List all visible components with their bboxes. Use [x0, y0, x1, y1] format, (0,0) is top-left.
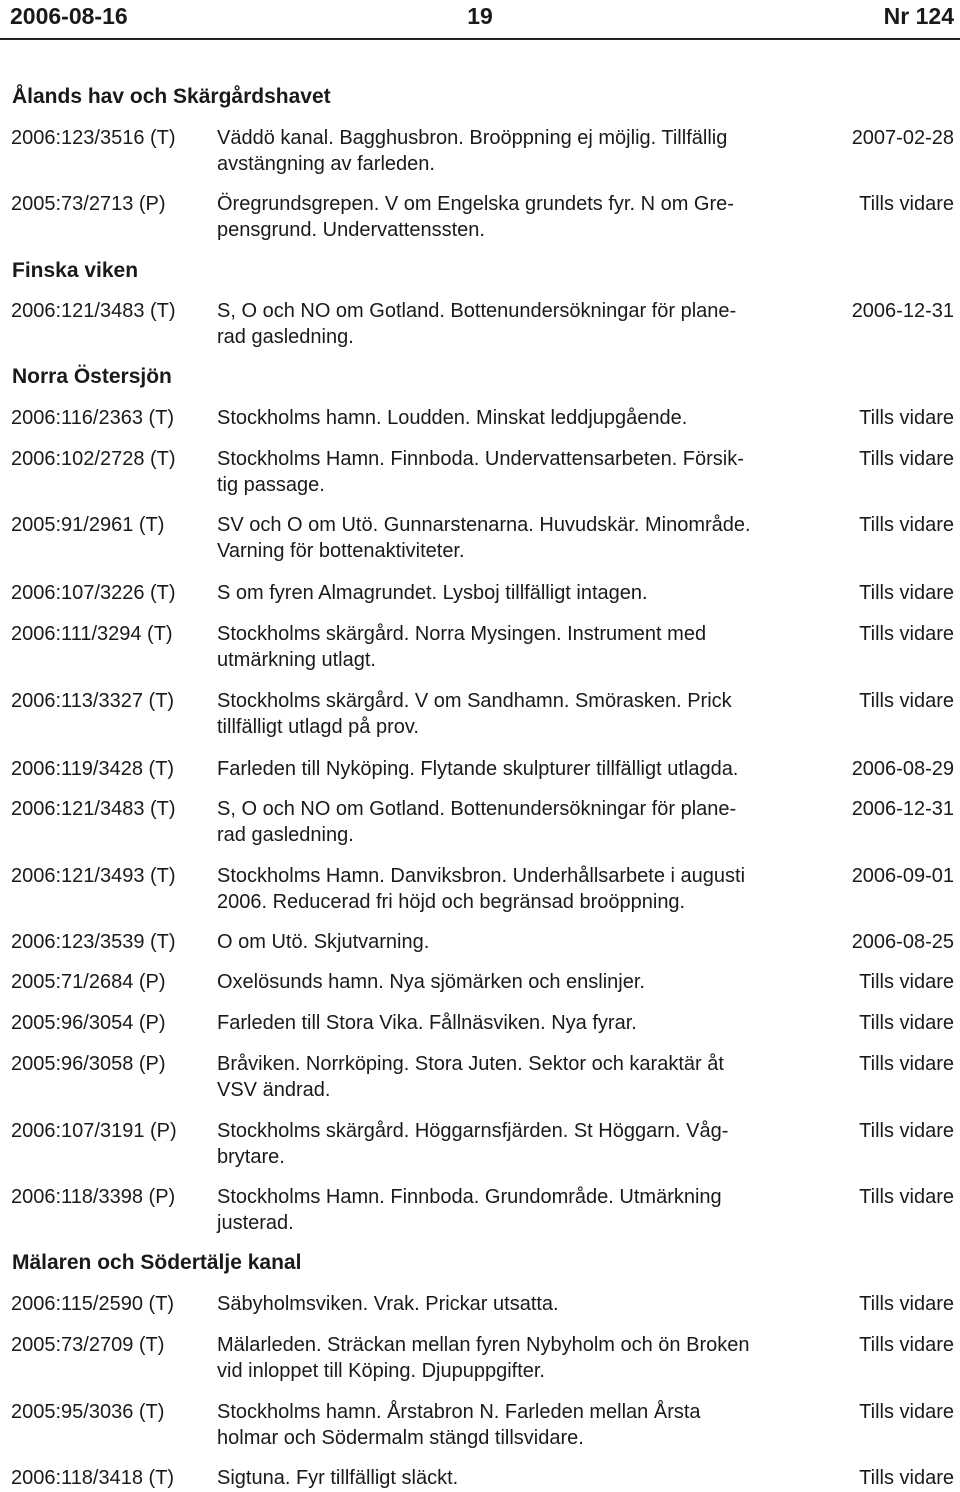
notice-reference: 2006:111/3294 (T) — [11, 623, 173, 645]
notice-validity: Tills vidare — [859, 1053, 954, 1075]
notice-validity: 2006-12-31 — [851, 300, 954, 322]
description-line: Stockholms Hamn. Danviksbron. Underhållsarbete i augusti — [217, 865, 746, 887]
notice-reference: 2006:113/3327 (T) — [11, 690, 175, 712]
description-line: avstängning av farleden. — [217, 153, 435, 175]
notice-reference: 2006:115/2590 (T) — [11, 1293, 175, 1315]
page-header — [0, 0, 960, 34]
description-line: Stockholms hamn. Loudden. Minskat leddjupgående. — [217, 407, 688, 429]
notice-validity: Tills vidare — [859, 690, 954, 712]
description-line: 2006. Reducerad fri höjd och begränsad broöppning. — [217, 891, 686, 913]
notice-description — [217, 1399, 817, 1451]
notice-reference: 2005:71/2684 (P) — [11, 971, 166, 993]
notice-reference: 2006:107/3226 (T) — [11, 582, 176, 604]
notice-validity: Tills vidare — [859, 1334, 954, 1356]
description-line: tillfälligt utlagd på prov. — [217, 716, 419, 738]
description-line: Oxelösunds hamn. Nya sjömärken och enslinjer. — [217, 971, 645, 993]
notice-description — [217, 1118, 817, 1170]
description-line: Stockholms skärgård. Norra Mysingen. Instrument med — [217, 623, 707, 645]
notice-validity: Tills vidare — [859, 623, 954, 645]
header-rule — [0, 38, 960, 40]
description-line: SV och O om Utö. Gunnarstenarna. Huvudskär. Minområde. — [217, 514, 751, 536]
notice-reference: 2006:119/3428 (T) — [11, 758, 175, 780]
notice-description — [217, 446, 817, 498]
notice-description — [217, 405, 817, 431]
header-date: 2006-08-16 — [10, 3, 128, 29]
notice-reference: 2006:121/3483 (T) — [11, 300, 176, 322]
notice-validity: Tills vidare — [859, 971, 954, 993]
notice-reference: 2006:107/3191 (P) — [11, 1120, 177, 1142]
description-line: Stockholms hamn. Årstabron N. Farleden mellan Årsta — [217, 1401, 701, 1423]
notice-validity: Tills vidare — [859, 1120, 954, 1142]
description-line: S, O och NO om Gotland. Bottenundersökningar för plane- — [217, 798, 737, 820]
description-line: S, O och NO om Gotland. Bottenundersökningar för plane- — [217, 300, 737, 322]
description-line: brytare. — [217, 1146, 285, 1168]
notice-description — [217, 580, 817, 606]
notice-reference: 2005:95/3036 (T) — [11, 1401, 165, 1423]
description-line: Farleden till Stora Vika. Fållnäsviken. Nya fyrar. — [217, 1012, 637, 1034]
notice-validity: Tills vidare — [859, 407, 954, 429]
section-heading: Mälaren och Södertälje kanal — [12, 1251, 302, 1274]
description-line: Stockholms Hamn. Finnboda. Grundområde. Utmärkning — [217, 1186, 722, 1208]
notice-reference: 2006:123/3539 (T) — [11, 931, 176, 953]
notice-validity: Tills vidare — [859, 514, 954, 536]
section-heading: Norra Östersjön — [12, 365, 172, 388]
notice-validity: Tills vidare — [859, 1293, 954, 1315]
notice-reference: 2005:73/2709 (T) — [11, 1334, 165, 1356]
description-line: Väddö kanal. Bagghusbron. Broöppning ej möjlig. Tillfällig — [217, 127, 728, 149]
description-line: utmärkning utlagt. — [217, 649, 376, 671]
notice-validity: 2006-08-25 — [851, 931, 954, 953]
notice-description — [217, 756, 817, 782]
notice-reference: 2005:73/2713 (P) — [11, 193, 166, 215]
description-line: Sigtuna. Fyr tillfälligt släckt. — [217, 1467, 459, 1489]
section-heading: Ålands hav och Skärgårdshavet — [12, 85, 331, 108]
notice-reference: 2005:96/3058 (P) — [11, 1053, 166, 1075]
notice-description — [217, 191, 817, 243]
notice-description — [217, 512, 817, 564]
notice-description — [217, 298, 817, 350]
description-line: vid inloppet till Köping. Djupuppgifter. — [217, 1360, 545, 1382]
notice-description — [217, 929, 817, 955]
notice-reference: 2006:116/2363 (T) — [11, 407, 175, 429]
notice-validity: Tills vidare — [859, 448, 954, 470]
description-line: Stockholms skärgård. Höggarnsfjärden. St Höggarn. Våg- — [217, 1120, 729, 1142]
description-line: Bråviken. Norrköping. Stora Juten. Sektor och karaktär åt — [217, 1053, 724, 1075]
notice-description — [217, 1465, 817, 1491]
notice-description — [217, 1010, 817, 1036]
notice-description — [217, 1051, 817, 1103]
description-line: O om Utö. Skjutvarning. — [217, 931, 430, 953]
header-issue-number: Nr 124 — [883, 3, 954, 29]
description-line: Farleden till Nyköping. Flytande skulpturer tillfälligt utlagda. — [217, 758, 739, 780]
notice-reference: 2005:96/3054 (P) — [11, 1012, 166, 1034]
description-line: rad gasledning. — [217, 326, 354, 348]
description-line: justerad. — [217, 1212, 294, 1234]
notice-description — [217, 1332, 817, 1384]
description-line: VSV ändrad. — [217, 1079, 331, 1101]
description-line: rad gasledning. — [217, 824, 354, 846]
notice-description — [217, 796, 817, 848]
notice-description — [217, 863, 817, 915]
notice-validity: Tills vidare — [859, 582, 954, 604]
description-line: tig passage. — [217, 474, 325, 496]
notice-reference: 2005:91/2961 (T) — [11, 514, 165, 536]
description-line: Stockholms skärgård. V om Sandhamn. Smörasken. Prick — [217, 690, 732, 712]
notice-reference: 2006:123/3516 (T) — [11, 127, 176, 149]
notice-validity: Tills vidare — [859, 1467, 954, 1489]
notice-reference: 2006:102/2728 (T) — [11, 448, 176, 470]
description-line: Säbyholmsviken. Vrak. Prickar utsatta. — [217, 1293, 559, 1315]
notice-validity: Tills vidare — [859, 1186, 954, 1208]
notice-validity: 2006-12-31 — [851, 798, 954, 820]
notice-reference: 2006:118/3418 (T) — [11, 1467, 175, 1489]
description-line: Varning för bottenaktiviteter. — [217, 540, 465, 562]
notice-description — [217, 125, 817, 177]
notice-validity: 2007-02-28 — [851, 127, 954, 149]
notice-description — [217, 621, 817, 673]
description-line: Öregrundsgrepen. V om Engelska grundets fyr. N om Gre- — [217, 193, 734, 215]
notice-description — [217, 688, 817, 740]
description-line: Mälarleden. Sträckan mellan fyren Nybyholm och ön Broken — [217, 1334, 750, 1356]
description-line: Stockholms Hamn. Finnboda. Undervattensarbeten. Försik- — [217, 448, 744, 470]
notice-validity: Tills vidare — [859, 193, 954, 215]
description-line: pensgrund. Undervattenssten. — [217, 219, 485, 241]
description-line: holmar och Södermalm stängd tillsvidare. — [217, 1427, 584, 1449]
notice-validity: Tills vidare — [859, 1401, 954, 1423]
description-line: S om fyren Almagrundet. Lysboj tillfälligt intagen. — [217, 582, 648, 604]
notice-description — [217, 1291, 817, 1317]
notice-reference: 2006:121/3483 (T) — [11, 798, 176, 820]
section-heading: Finska viken — [12, 259, 139, 282]
notice-validity: Tills vidare — [859, 1012, 954, 1034]
notice-description — [217, 1184, 817, 1236]
notice-reference: 2006:118/3398 (P) — [11, 1186, 176, 1208]
notice-validity: 2006-08-29 — [851, 758, 954, 780]
header-page-number: 19 — [467, 3, 493, 29]
notice-reference: 2006:121/3493 (T) — [11, 865, 176, 887]
notice-validity: 2006-09-01 — [851, 865, 954, 887]
notice-description — [217, 969, 817, 995]
